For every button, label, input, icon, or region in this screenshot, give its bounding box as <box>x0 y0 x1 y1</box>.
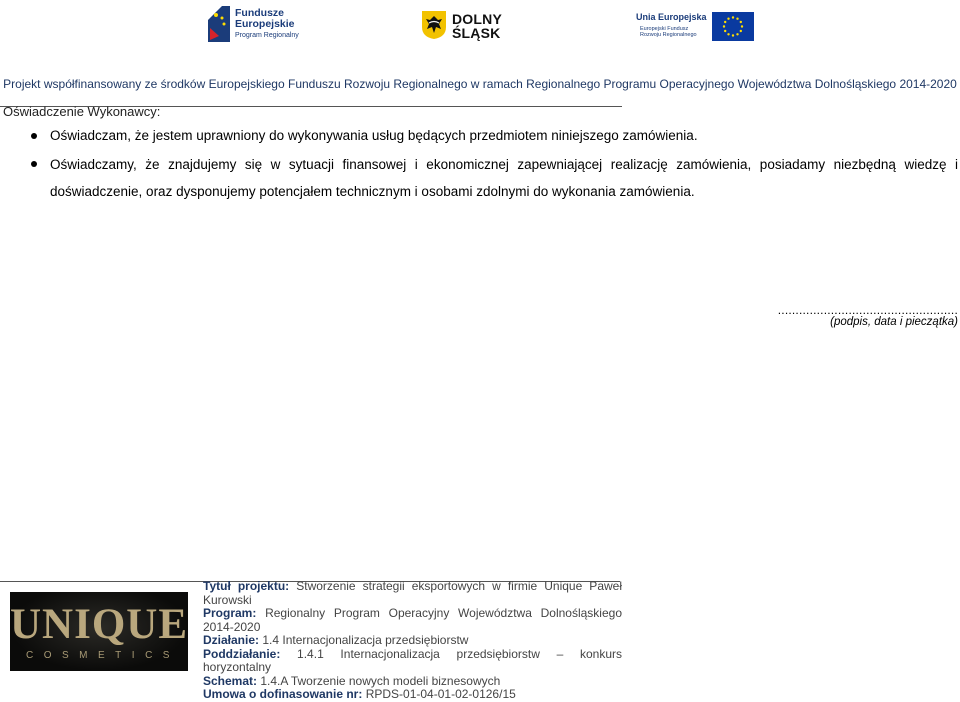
program-row <box>203 607 622 634</box>
fundusze-europejskie-mark-icon <box>208 6 230 42</box>
unia-europejska-logo <box>636 11 756 43</box>
poddzialanie-label: Poddziałanie: <box>203 646 281 661</box>
program-label: Program: <box>203 606 257 620</box>
fundusze-logo-line3: Program Regionalny <box>235 32 299 39</box>
fundusze-logo-line2: Europejskie <box>235 18 295 30</box>
poddzialanie-row <box>203 648 622 675</box>
bullet-icon <box>31 161 37 167</box>
umowa-row <box>203 688 622 702</box>
signature-caption: (podpis, data i pieczątka) <box>830 316 958 328</box>
dolny-slask-line2: ŚLĄSK <box>452 25 501 41</box>
bullet-icon <box>31 133 37 139</box>
schemat-row <box>203 675 622 689</box>
schemat-value: 1.4.A Tworzenie nowych modeli biznesowych <box>260 673 501 688</box>
project-title-label: Tytuł projektu: <box>203 579 290 593</box>
dolny-slask-line1: DOLNY <box>452 11 502 27</box>
project-title-value: Stworzenie strategii eksportowych w firmie Unique Paweł Kurowski <box>203 579 622 607</box>
poddzialanie-value: 1.4.1 Internacjonalizacja przedsiębiorstw – konkurs horyzontalny <box>203 646 622 674</box>
program-value: Regionalny Program Operacyjny Województwa Dolnośląskiego 2014-2020 <box>203 606 622 634</box>
fundusze-europejskie-logo <box>206 4 302 44</box>
unia-logo-line2: Europejski Fundusz <box>640 26 689 32</box>
project-cofinancing-line: Projekt współfinansowany ze środków Europejskiego Funduszu Rozwoju Regionalnego w ramach Regionalnego Programu Operacyjnego Województwa Dolnośląskiego 2014-2020 <box>3 77 957 91</box>
dzialanie-label: Działanie: <box>203 633 260 647</box>
dolny-slask-logo <box>420 9 512 43</box>
unique-logo-subtitle: COSMETICS <box>26 650 180 661</box>
section-title: Oświadczenie Wykonawcy: <box>3 104 161 119</box>
umowa-value: RPDS-01-04-01-02-0126/15 <box>365 687 516 701</box>
eu-flag-icon <box>712 12 754 41</box>
project-title-row <box>203 580 622 607</box>
fundusze-logo-line1: Fundusze <box>235 7 284 19</box>
unia-logo-line1: Unia Europejska <box>636 12 707 22</box>
unique-cosmetics-logo <box>10 592 188 671</box>
unique-logo-word: UNIQUE <box>10 601 189 648</box>
dzialanie-value: 1.4 Internacjonalizacja przedsiębiorstw <box>262 633 469 647</box>
signature-line: ................................................... <box>777 303 958 317</box>
dzialanie-row <box>203 634 622 648</box>
statement-1: Oświadczam, że jestem uprawniony do wykonywania usług będących przedmiotem niniejszego zamówienia. <box>50 128 698 143</box>
project-info-block <box>203 580 622 702</box>
umowa-label: Umowa o dofinasowanie nr: <box>203 687 363 701</box>
dolny-slask-eagle-shield-icon <box>422 11 446 39</box>
statement-2: Oświadczamy, że znajdujemy się w sytuacji finansowej i ekonomicznej zapewniającej realizację zamówienia, posiadamy niezbędną wiedzę i doświadczenie, oraz dysponujemy potencjałem technicznym i osobami zdolnymi do wykonania zamówienia. <box>50 157 958 199</box>
schemat-label: Schemat: <box>203 673 258 688</box>
unia-logo-line3: Rozwoju Regionalnego <box>640 32 697 38</box>
